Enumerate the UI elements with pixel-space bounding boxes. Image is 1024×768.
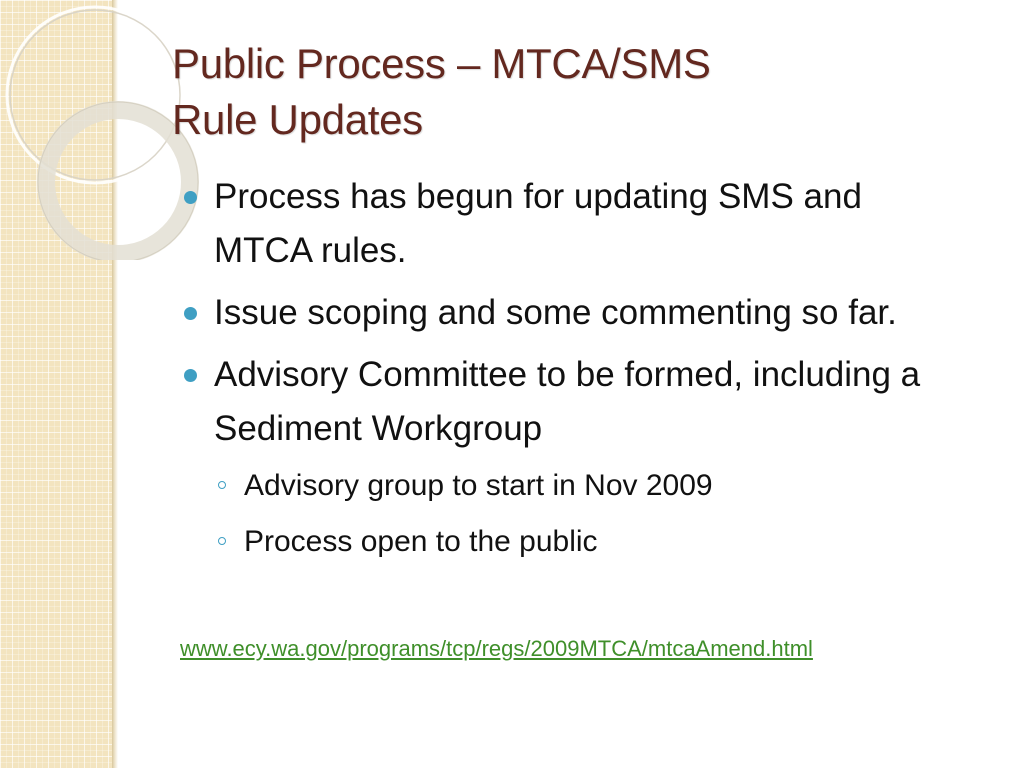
bullet-item <box>180 170 954 278</box>
bullet-item <box>180 348 954 456</box>
program-link[interactable]: www.ecy.wa.gov/programs/tcp/regs/2009MTCA/mtcaAmend.html <box>180 636 813 661</box>
sub-bullet-item <box>180 464 980 508</box>
sub-bullet-ring-icon <box>218 537 226 545</box>
decorative-side-panel <box>0 0 112 768</box>
sub-bullet-text: Process open to the public <box>244 525 598 558</box>
sub-bullet-item <box>180 520 980 564</box>
bullet-list <box>180 170 980 576</box>
bullet-text: Issue scoping and some commenting so far. <box>214 293 897 332</box>
bullet-dot-icon <box>184 191 197 204</box>
slide-title-line-2: Rule Updates <box>172 96 423 143</box>
side-panel-edge <box>112 0 118 768</box>
slide-title-line-1: Public Process – MTCA/SMS <box>172 40 711 87</box>
bullet-text: Advisory Committee to be formed, including a Sediment Workgroup <box>214 355 921 448</box>
sub-bullet-ring-icon <box>218 481 226 489</box>
bullet-item <box>180 286 954 340</box>
slide-title <box>172 36 972 148</box>
bullet-dot-icon <box>184 369 197 382</box>
bullet-text: Process has begun for updating SMS and MTCA rules. <box>214 177 862 270</box>
sub-bullet-text: Advisory group to start in Nov 2009 <box>244 469 713 502</box>
bullet-dot-icon <box>184 307 197 320</box>
